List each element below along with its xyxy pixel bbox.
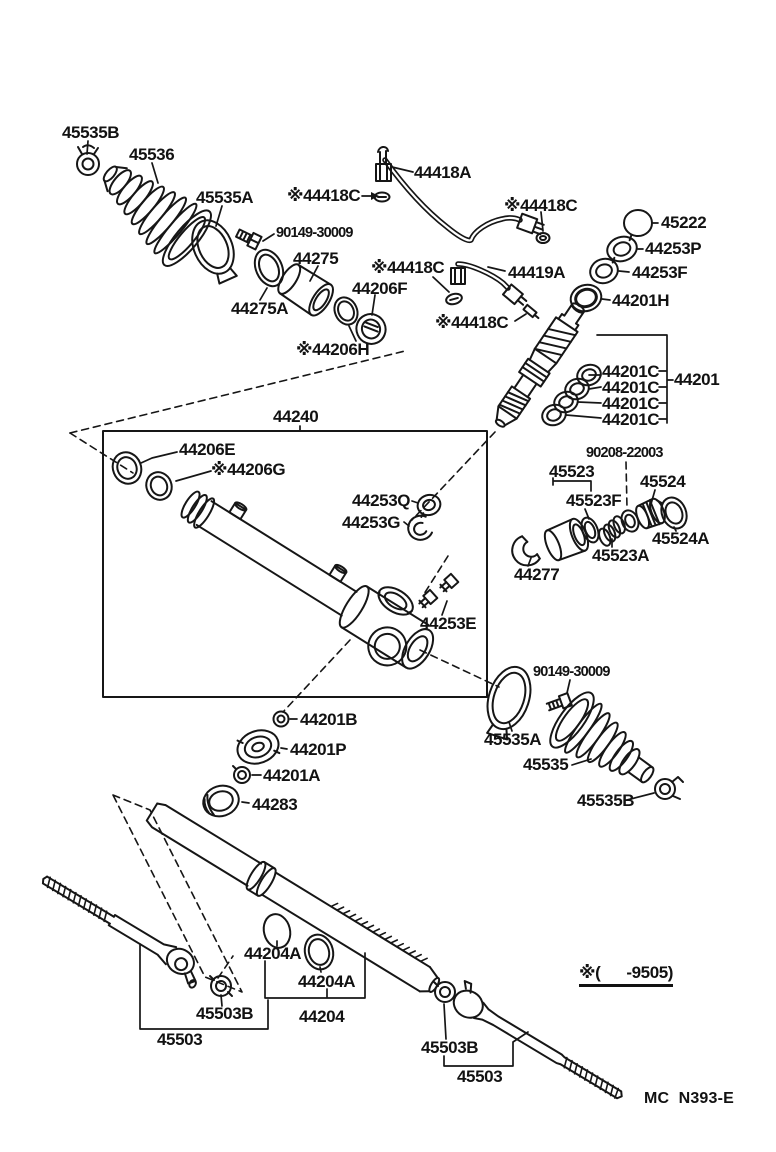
part-label-45503B: 45503B [421, 1038, 479, 1057]
part-label-44206G: ※44206G [211, 460, 286, 479]
part-label-44201B: 44201B [300, 710, 358, 729]
ring-44275A-drawing [249, 245, 288, 290]
tie-rod-left-45503-drawing [35, 869, 209, 989]
clamp-45535B-right-drawing [655, 777, 683, 799]
part-label-44201: 44201 [674, 370, 720, 389]
part-label-44206H: ※44206H [296, 340, 370, 359]
part-label-44418C: ※44418C [371, 258, 445, 277]
part-label-44204: 44204 [299, 1007, 345, 1026]
part-label-45503: 45503 [157, 1030, 203, 1049]
part-label-44206E: 44206E [179, 440, 236, 459]
cap-45222-drawing [624, 210, 652, 236]
part-label-44418C: ※44418C [504, 196, 578, 215]
part-label-44201H: 44201H [612, 291, 670, 310]
part-label-45523F: 45523F [566, 491, 622, 510]
part-label-44418C: ※44418C [435, 313, 509, 332]
part-label-45503B: 45503B [196, 1004, 254, 1023]
ring-44206E-drawing [108, 448, 146, 488]
part-label-44201C: 44201C [602, 378, 660, 397]
rings-44204A-drawing [260, 911, 337, 972]
catalog-code-label: MC N393-E [644, 1090, 735, 1107]
tube-44418A-drawing [376, 147, 545, 240]
part-label-45523A: 45523A [592, 546, 650, 565]
part-label-45535A: 45535A [196, 188, 254, 207]
bolts-44253E-drawing [417, 574, 458, 610]
part-label-44206F: 44206F [352, 279, 408, 298]
part-label-44275A: 44275A [231, 299, 289, 318]
bush-44253Q-drawing [415, 492, 443, 518]
part-label-44201C: 44201C [602, 394, 660, 413]
part-label-44419A: 44419A [508, 263, 566, 282]
part-label-44277: 44277 [514, 565, 560, 584]
bolt-90149-30009-right-drawing [546, 693, 572, 713]
bolt-90149-30009-top-drawing [235, 227, 262, 250]
part-label-45535: 45535 [523, 755, 569, 774]
part-label-45535B: 45535B [62, 123, 120, 142]
ring-44206G-drawing [142, 468, 176, 503]
seal-44201H-drawing [567, 281, 605, 315]
part-label-44418A: 44418A [414, 163, 472, 182]
part-label-44201P: 44201P [290, 740, 347, 759]
assembly-box-44240 [103, 431, 487, 697]
part-label-45503: 45503 [457, 1067, 503, 1086]
part-label-45524: 45524 [640, 472, 686, 491]
part-label-45536: 45536 [129, 145, 175, 164]
part-label-44201A: 44201A [263, 766, 321, 785]
part-label-9014930009: 90149-30009 [276, 225, 353, 241]
part-label-44204A: 44204A [244, 944, 302, 963]
part-label-44201C: 44201C [602, 362, 660, 381]
part-label-44240: 44240 [273, 407, 319, 426]
part-label-9014930009: 90149-30009 [533, 664, 610, 680]
part-label-44201C: 44201C [602, 410, 660, 429]
part-label-44253G: 44253G [342, 513, 401, 532]
part-label-44253Q: 44253Q [352, 491, 411, 510]
part-label-44253F: 44253F [632, 263, 688, 282]
part-label-45535B: 45535B [577, 791, 635, 810]
washer-45503B-right-drawing [434, 982, 455, 1002]
part-label-44418C: ※44418C [287, 186, 361, 205]
part-label-44253E: 44253E [420, 614, 477, 633]
part-label-45524A: 45524A [652, 529, 710, 548]
part-label-44283: 44283 [252, 795, 298, 814]
applicability-note-label: ※( -9505) [579, 964, 673, 987]
clamp-45535A-drawing [184, 214, 245, 288]
snap-ring-44253G-drawing [405, 513, 433, 543]
part-label-45523: 45523 [549, 462, 595, 481]
part-label-44275: 44275 [293, 249, 339, 268]
part-label-45535A: 45535A [484, 730, 542, 749]
part-label-45222: 45222 [661, 213, 707, 232]
part-label-44204A: 44204A [298, 972, 356, 991]
part-label-9020822003: 90208-22003 [586, 445, 663, 461]
part-label-44253P: 44253P [645, 239, 702, 258]
rack-bar-44204-drawing [144, 796, 447, 1000]
